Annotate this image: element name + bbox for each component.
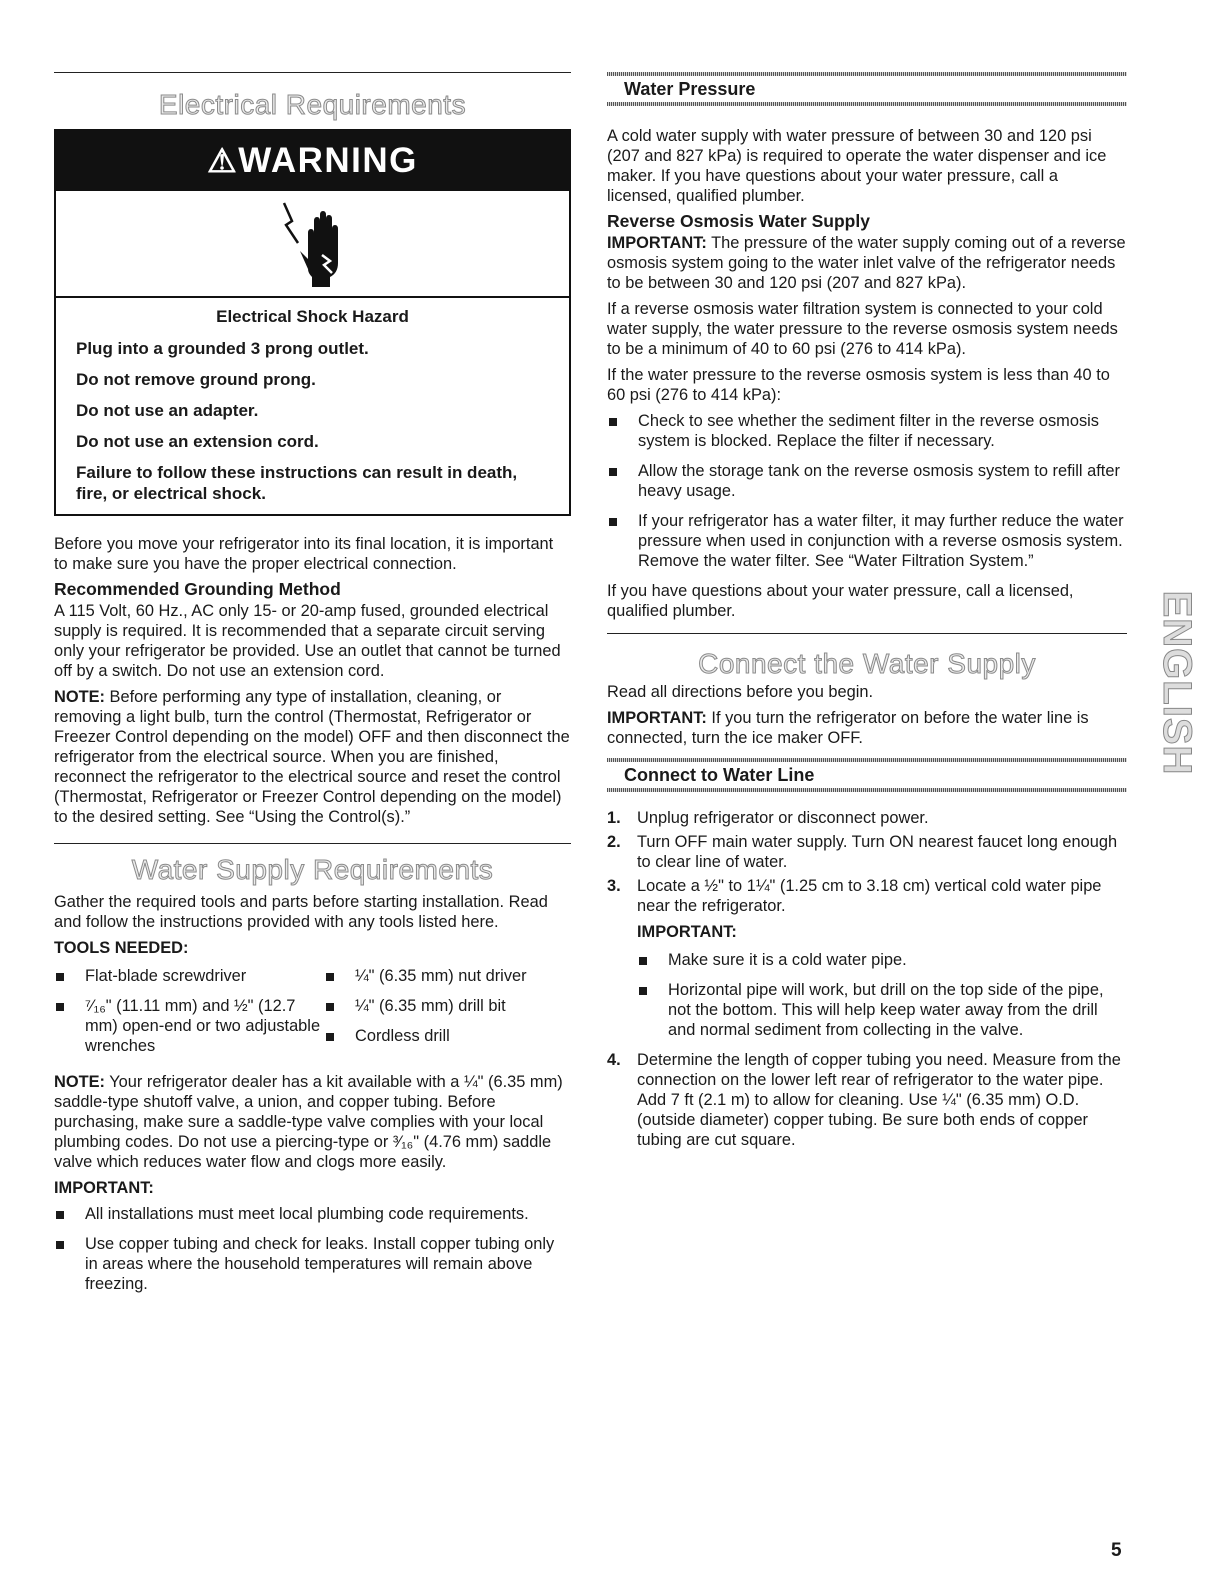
note-label: NOTE: [54, 688, 105, 706]
warning-line: Failure to follow these instructions can result in death, fire, or electrical shock. [76, 463, 518, 503]
list-item: All installations must meet local plumbing code requirements. [54, 1204, 571, 1224]
connect-water-line-heading: Connect to Water Line [624, 765, 815, 785]
section-divider [54, 843, 571, 844]
section-divider [607, 633, 1127, 634]
connect-water-supply-title: Connect the Water Supply [698, 648, 1036, 679]
connect-intro: Read all directions before you begin. [607, 683, 874, 701]
electrical-intro: Before you move your refrigerator into its final location, it is important to make sure you have the proper electrical connection. [54, 535, 554, 573]
bullet-icon [56, 1003, 64, 1011]
page-number: 5 [1111, 1540, 1122, 1561]
step-item: 2. Turn OFF main water supply. Turn ON nearest faucet long enough to clear line of water. [607, 833, 1118, 871]
step-item: 4. Determine the length of copper tubing you need. Measure from the connection on the lower left rear of refrigerator to the water pipe. Add 7 ft (2.1 m) to allow for cleaning. Use ¼" (6.35 mm) O.D. (outside diameter) copper tubing. Be sure both ends of copper tubing are cut square. [607, 1051, 1121, 1149]
list-item: Horizontal pipe will work, but drill on the top side of the pipe, not the bottom. This will help keep water away from the drill and normal sediment from collecting in the valve. [637, 980, 1127, 1040]
ro-paragraph: If a reverse osmosis water filtration system is connected to your cold water supply, the water pressure to the reverse osmosis system needs to be a minimum of 40 to 60 psi (276 to 414 kPa). [607, 300, 1118, 358]
subhead-bar [607, 788, 1127, 792]
warning-line: Do not use an adapter. [76, 401, 259, 420]
bullet-icon [326, 973, 334, 981]
note-text: Before performing any type of installation, cleaning, or removing a light bulb, turn the control (Thermostat, Refrigerator or Freezer Control depending on the model) OFF and then disconnect the refrigerator from the electrical source. When you are finished, reconnect the refrigerator to the electrical source and reset the control (Thermostat, Refrigerator or Freezer Control depending on the model) to the desired setting. See “Using the Control(s).” [54, 688, 570, 826]
bullet-icon [326, 1003, 334, 1011]
warning-line: Do not use an extension cord. [76, 432, 319, 451]
warning-box [54, 129, 571, 516]
warning-text [56, 298, 569, 514]
list-item: ¼" (6.35 mm) drill bit [324, 996, 554, 1016]
ro-important-paragraph: IMPORTANT: The pressure of the water supply coming out of a reverse osmosis system going to the water inlet valve of the refrigerator needs to be between 30 and 120 psi (207 and 827 kPa). [607, 234, 1126, 292]
step3-list [637, 950, 1127, 1040]
note-label: NOTE: [54, 1073, 105, 1091]
warning-banner [56, 131, 569, 191]
ro-closing: If you have questions about your water pressure, call a licensed, qualified plumber. [607, 582, 1074, 620]
electrical-requirements-title: Electrical Requirements [158, 89, 467, 120]
subhead-bar [607, 102, 1127, 106]
list-item: ¼" (6.35 mm) nut driver [324, 966, 554, 986]
bullet-icon [56, 1241, 64, 1249]
bullet-icon [609, 468, 617, 476]
reverse-osmosis-heading: Reverse Osmosis Water Supply [607, 211, 870, 231]
step-item: 1. Unplug refrigerator or disconnect power. [607, 809, 929, 827]
electrical-shock-hand-icon [278, 199, 348, 289]
water-pressure-heading: Water Pressure [624, 79, 756, 99]
bullet-icon [609, 418, 617, 426]
warning-label: WARNING [238, 141, 418, 180]
warning-triangle-icon: ⚠ [207, 142, 239, 179]
list-item: Use copper tubing and check for leaks. Install copper tubing only in areas where the household temperatures will remain above freezing. [54, 1234, 571, 1294]
hazard-title: Electrical Shock Hazard [216, 307, 409, 326]
grounding-text: A 115 Volt, 60 Hz., AC only 15- or 20-amp fused, grounded electrical supply is required. It is recommended that a separate circuit serving only your refrigerator be provided. Use an outlet that cannot be turned off by a switch. Do not use an extension cord. [54, 602, 561, 680]
list-item: Cordless drill [324, 1026, 554, 1046]
left-column [54, 72, 571, 1304]
water-pressure-text: A cold water supply with water pressure of between 30 and 120 psi (207 and 827 kPa) is required to operate the water dispenser and ice maker. If you have questions about your water pressure, call a licensed, qualified plumber. [607, 127, 1107, 205]
section-divider [54, 72, 571, 73]
ro-paragraph: If the water pressure to the reverse osmosis system is less than 40 to 60 psi (276 to 414 kPa): [607, 366, 1110, 404]
note2-text: Your refrigerator dealer has a kit available with a ¼" (6.35 mm) saddle-type shutoff valve, a union, and copper tubing. Before purchasing, make sure a saddle-type valve complies with your local plumbing codes. Do not use a piercing-type or ³⁄₁₆" (4.76 mm) saddle valve which reduces water flow and clogs more easily. [54, 1073, 563, 1171]
grounding-heading: Recommended Grounding Method [54, 579, 341, 599]
tools-list [54, 966, 571, 1066]
list-item: Check to see whether the sediment filter in the reverse osmosis system is blocked. Replace the filter if necessary. [607, 411, 1127, 451]
right-column [607, 72, 1127, 1154]
bullet-icon [639, 957, 647, 965]
bullet-icon [56, 1211, 64, 1219]
list-item: Flat-blade screwdriver [54, 966, 324, 986]
water-supply-intro: Gather the required tools and parts before starting installation. Read and follow the instructions provided with any tools listed here. [54, 893, 548, 931]
ro-list [607, 411, 1127, 571]
side-tab-label: ENGLISH [1155, 590, 1199, 776]
note-paragraph [54, 687, 571, 827]
important-list [54, 1204, 571, 1294]
note2-paragraph [54, 1072, 571, 1172]
important-label: IMPORTANT: [607, 709, 707, 727]
water-supply-title: Water Supply Requirements [131, 854, 494, 885]
bullet-icon [326, 1033, 334, 1041]
important-label: IMPORTANT: [54, 1179, 154, 1197]
warning-line: Plug into a grounded 3 prong outlet. [76, 339, 369, 358]
shock-hazard-pictogram [56, 191, 569, 298]
english-side-tab [1150, 583, 1200, 788]
important-label: IMPORTANT: [607, 234, 707, 252]
warning-line: Do not remove ground prong. [76, 370, 316, 389]
connect-important-paragraph: IMPORTANT: If you turn the refrigerator on before the water line is connected, turn the ice maker OFF. [607, 709, 1089, 747]
bullet-icon [609, 518, 617, 526]
steps-list [607, 808, 1127, 1150]
bullet-icon [56, 973, 64, 981]
tools-label: TOOLS NEEDED: [54, 939, 189, 957]
bullet-icon [639, 987, 647, 995]
list-item: If your refrigerator has a water filter, it may further reduce the water pressure when used in conjunction with a reverse osmosis system. Remove the water filter. See “Water Filtration System.” [607, 511, 1127, 571]
step-item: 3. Locate a ½" to 1¼" (1.25 cm to 3.18 cm) vertical cold water pipe near the refrigerator. IMPORTANT: Make sure it is a cold water pipe. Horizontal pipe will work, but drill on the top side of the pipe, not the bottom. This will help keep water away from the drill and normal sediment from collecting in the valve. [607, 876, 1127, 1040]
list-item: ⁷⁄₁₆" (11.11 mm) and ½" (12.7 mm) open-end or two adjustable wrenches [54, 996, 324, 1056]
tools-column-1 [54, 966, 324, 1066]
step3-important-label: IMPORTANT: [637, 923, 737, 941]
list-item: Allow the storage tank on the reverse osmosis system to refill after heavy usage. [607, 461, 1127, 501]
list-item: Make sure it is a cold water pipe. [637, 950, 1127, 970]
tools-column-2 [324, 966, 554, 1066]
